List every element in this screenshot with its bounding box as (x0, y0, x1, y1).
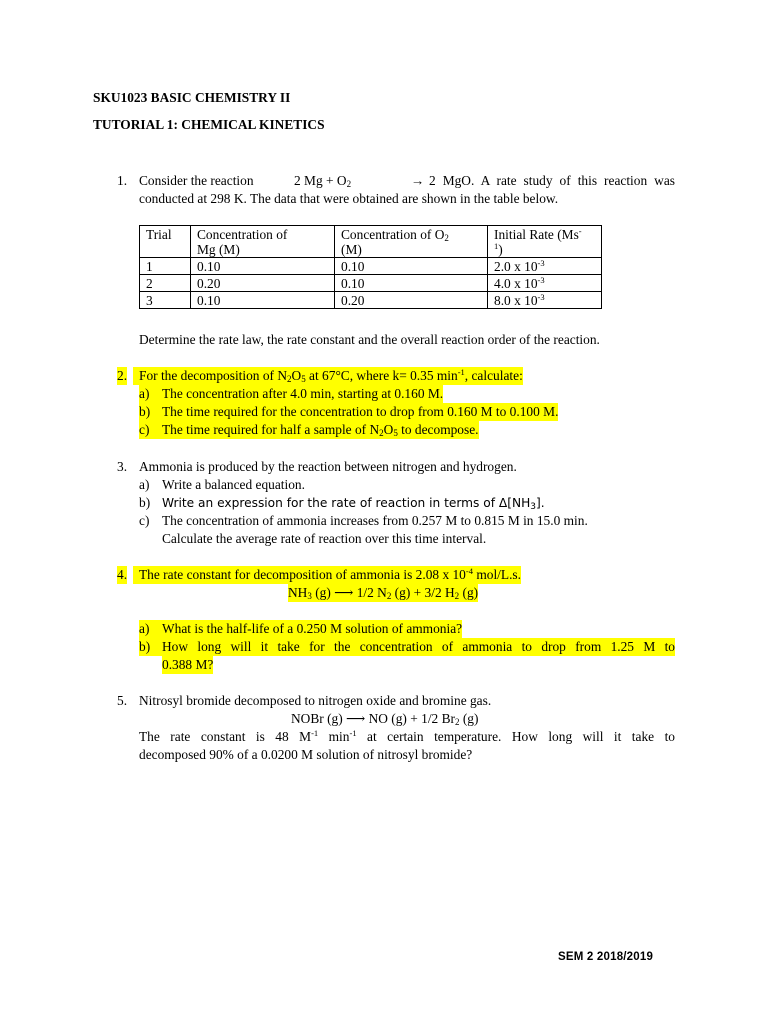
q3-b-label: b) (139, 495, 151, 510)
q3-a-text: Write a balanced equation. (162, 477, 305, 492)
q4-b-text-line1: How long will it take for the concentration of ammonia to drop from 1.25 M to (162, 639, 675, 654)
q3-a-label: a) (139, 477, 150, 492)
q1-line1-text: Consider the reaction (139, 173, 254, 188)
q4-b-label: b) (139, 638, 163, 656)
rate-data-table (139, 225, 602, 309)
cell-mg: 0.10 (191, 258, 335, 275)
table-header-row (140, 226, 602, 258)
q4-equation: $NH_3$ (g) ⟶ 1/2 $N_2$ (g) + 3/2 $H_2$ (g) (288, 585, 479, 601)
tutorial-title: TUTORIAL 1: CHEMICAL KINETICS (93, 117, 325, 132)
cell-o2: 0.10 (335, 258, 488, 275)
course-title: SKU1023 BASIC CHEMISTRY II (93, 90, 291, 105)
cell-mg: 0.20 (191, 275, 335, 292)
q1-equation: 2 $Mg + O_2$ (294, 173, 352, 189)
cell-rate: 8.0 x $10^{-3}$ (488, 292, 602, 309)
q2-a-label: a) (139, 385, 163, 403)
q2-b-text: The time required for the concentration to drop from 0.160 M to 0.100 M. (162, 404, 559, 419)
semester-footer: SEM 2 2018/2019 (558, 951, 654, 963)
cell-trial: 3 (140, 292, 191, 309)
q3-b-text: Write an expression for the rate of reaction in terms of $\Delta[NH_3]$. (162, 496, 545, 512)
q5-line2: decomposed 90% of a 0.0200 M solution of nitrosyl bromide? (139, 747, 473, 762)
cell-trial: 1 (140, 258, 191, 275)
q2-c-text: The time required for half a sample of $N_2O_5$ to decompose. (162, 422, 479, 438)
q3-intro: Ammonia is produced by the reaction between nitrogen and hydrogen. (139, 459, 517, 474)
q1-line1 (139, 172, 675, 190)
q2-number: 2. (117, 368, 128, 383)
q1-number: 1. (117, 173, 128, 188)
table-row (140, 275, 602, 292)
q1-line1-rest: 2 MgO. A rate study of this reaction was (429, 173, 675, 188)
q2-intro: For the decomposition of $N_2O_5$ at 67°C, where k= 0.35 $\min^{-1}$, calculate: (133, 367, 523, 385)
header-rate: Initial Rate (Ms- $^1$) (488, 226, 602, 258)
reaction-arrow-icon: → (411, 173, 425, 188)
cell-o2: 0.10 (335, 275, 488, 292)
q3-c-label: c) (139, 513, 150, 528)
q1-prompt: Determine the rate law, the rate constant and the overall reaction order of the reaction. (139, 332, 600, 347)
q4-number: 4. (117, 567, 128, 582)
q3-c-text-line2: Calculate the average rate of reaction over this time interval. (162, 531, 487, 546)
q4-a-text: What is the half-life of a 0.250 M solution of ammonia? (162, 621, 463, 636)
q5-number: 5. (117, 693, 128, 708)
q5-line1: The rate constant is 48 $M^{-1}$ $\min^{-1}$ at certain temperature. How long will it take to (139, 728, 675, 744)
q2-c-label: c) (139, 421, 163, 439)
q3-c-text-line1: The concentration of ammonia increases from 0.257 M to 0.815 M in 15.0 min. (162, 513, 588, 528)
header-mg: Concentration of Mg (M) (191, 226, 335, 258)
cell-rate: 2.0 x $10^{-3}$ (488, 258, 602, 275)
q4-intro: The rate constant for decomposition of ammonia is 2.08 x $10^{-4}$ mol/L.s. (133, 566, 521, 584)
table-row (140, 258, 602, 275)
q1-line2: conducted at 298 K. The data that were obtained are shown in the table below. (139, 191, 559, 206)
cell-o2: 0.20 (335, 292, 488, 309)
q4-b-text-line2: 0.388 M? (162, 657, 214, 672)
header-o2: Concentration of $O_2$ (M) (335, 226, 488, 258)
q5-equation: NOBr (g) ⟶ NO (g) + 1/2 $Br_2$ (g) (291, 711, 479, 727)
q2-a-text: The concentration after 4.0 min, starting at 0.160 M. (162, 386, 444, 401)
q5-intro: Nitrosyl bromide decomposed to nitrogen oxide and bromine gas. (139, 693, 492, 708)
q2-b-label: b) (139, 403, 163, 421)
table-row (140, 292, 602, 309)
q3-number: 3. (117, 459, 128, 474)
header-trial: Trial (140, 226, 191, 258)
cell-trial: 2 (140, 275, 191, 292)
q4-a-label: a) (139, 620, 163, 638)
cell-mg: 0.10 (191, 292, 335, 309)
cell-rate: 4.0 x $10^{-3}$ (488, 275, 602, 292)
